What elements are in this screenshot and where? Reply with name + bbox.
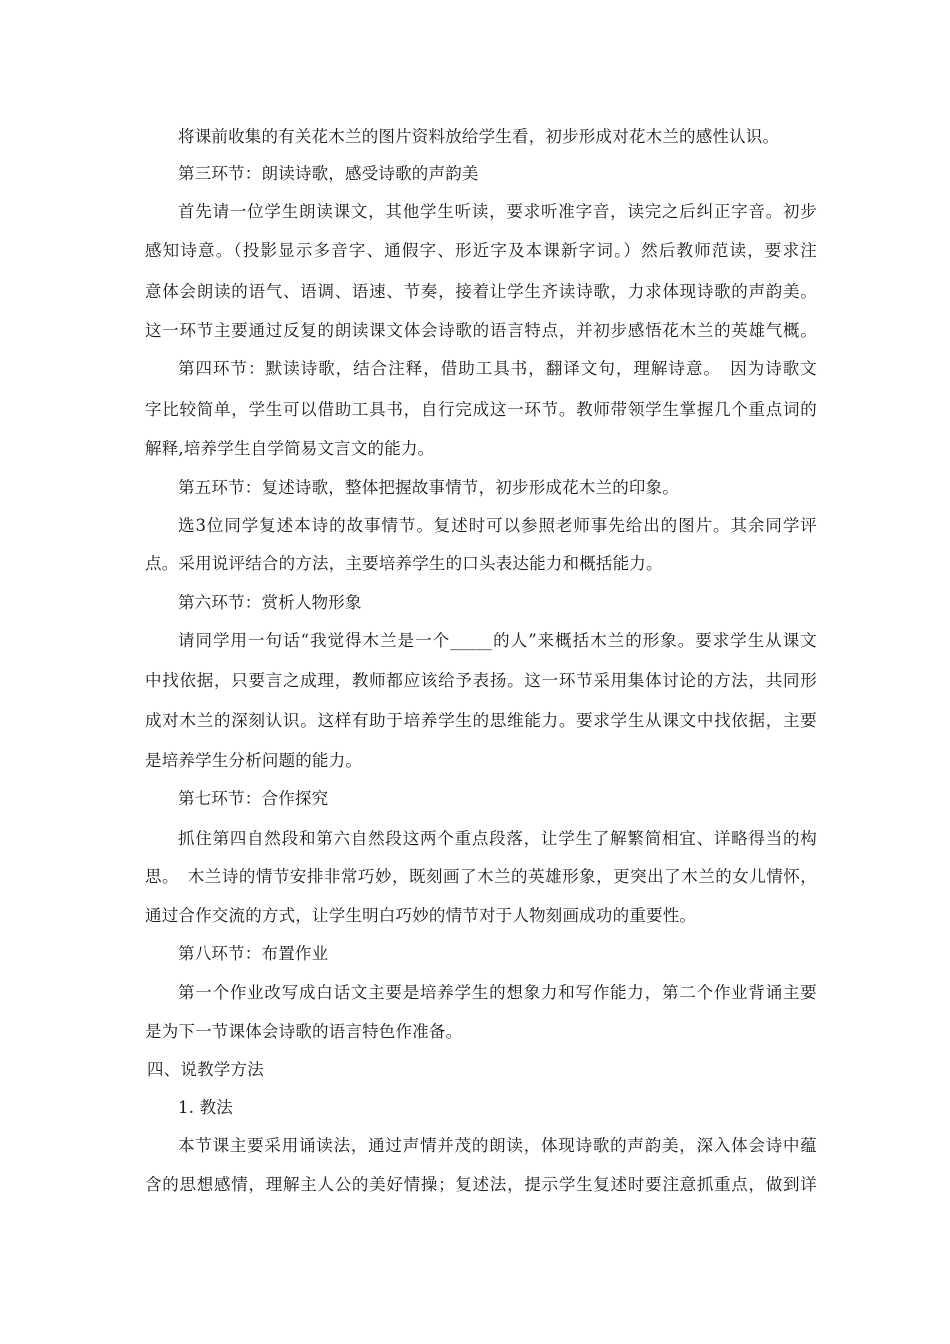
section-heading: 第五环节：复述诗歌，整体把握故事情节，初步形成花木兰的印象。 <box>178 478 679 497</box>
text-line: 通过合作交流的方式，让学生明白巧妙的情节对于人物刻画成功的重要性。 <box>145 906 697 925</box>
section-heading: 第四环节：默读诗歌，结合注释，借助工具书，翻译文句，理解诗意。 因为诗歌文 <box>178 359 817 378</box>
text-line: 含的思想感情，理解主人公的美好情操；复述法，提示学生复述时要注意抓重点，做到详 <box>145 1175 817 1194</box>
text-line: 第一个作业改写成白话文主要是培养学生的想象力和写作能力，第二个作业背诵主要 <box>178 983 817 1002</box>
text-line: 成对木兰的深刻认识。这样有助于培养学生的思维能力。要求学生从课文中找依据，主要 <box>145 711 817 730</box>
numbered-heading: 1. 教法 <box>178 1098 233 1117</box>
chapter-heading: 四、说教学方法 <box>147 1060 264 1079</box>
text-line: 是培养学生分析问题的能力。 <box>145 751 363 770</box>
text-line: 中找依据，只要言之成理，教师都应该给予表扬。这一环节采用集体讨论的方法，共同形 <box>145 671 817 690</box>
section-heading: 第三环节：朗读诗歌，感受诗歌的声韵美 <box>178 164 479 183</box>
text-line: 感知诗意。（投影显示多音字、通假字、形近字及本课新字词。）然后教师范读，要求注 <box>145 241 817 260</box>
text-line: 请同学用一句话“我觉得木兰是一个_____的人”来概括木兰的形象。要求学生从课文 <box>178 631 817 650</box>
text-line: 选3位同学复述本诗的故事情节。复述时可以参照老师事先给出的图片。其余同学评 <box>178 516 817 535</box>
text-line: 意体会朗读的语气、语调、语速、节奏，接着让学生齐读诗歌，力求体现诗歌的声韵美。 <box>145 282 817 301</box>
section-heading: 第七环节：合作探究 <box>178 789 329 808</box>
text-line: 这一环节主要通过反复的朗读课文体会诗歌的语言特点，并初步感悟花木兰的英雄气概。 <box>145 321 817 340</box>
text-line: 点。采用说评结合的方法，主要培养学生的口头表达能力和概括能力。 <box>145 554 663 573</box>
section-heading: 第八环节：布置作业 <box>178 944 329 963</box>
text-line: 将课前收集的有关花木兰的图片资料放给学生看，初步形成对花木兰的感性认识。 <box>178 127 780 146</box>
text-line: 是为下一节课体会诗歌的语言特色作准备。 <box>145 1022 463 1041</box>
text-line: 解释,培养学生自学简易文言文的能力。 <box>145 439 435 458</box>
text-line: 本节课主要采用诵读法，通过声情并茂的朗读，体现诗歌的声韵美，深入体会诗中蕴 <box>178 1136 817 1155</box>
section-heading: 第六环节：赏析人物形象 <box>178 593 362 612</box>
text-line: 首先请一位学生朗读课文，其他学生听读，要求听准字音，读完之后纠正字音。初步 <box>178 202 817 221</box>
text-line: 思。 木兰诗的情节安排非常巧妙，既刻画了木兰的英雄形象，更突出了木兰的女儿情怀， <box>145 867 817 886</box>
text-line: 抓住第四自然段和第六自然段这两个重点段落，让学生了解繁简相宜、详略得当的构 <box>178 829 817 848</box>
text-line: 字比较简单，学生可以借助工具书，自行完成这一环节。教师带领学生掌握几个重点词的 <box>145 400 817 419</box>
